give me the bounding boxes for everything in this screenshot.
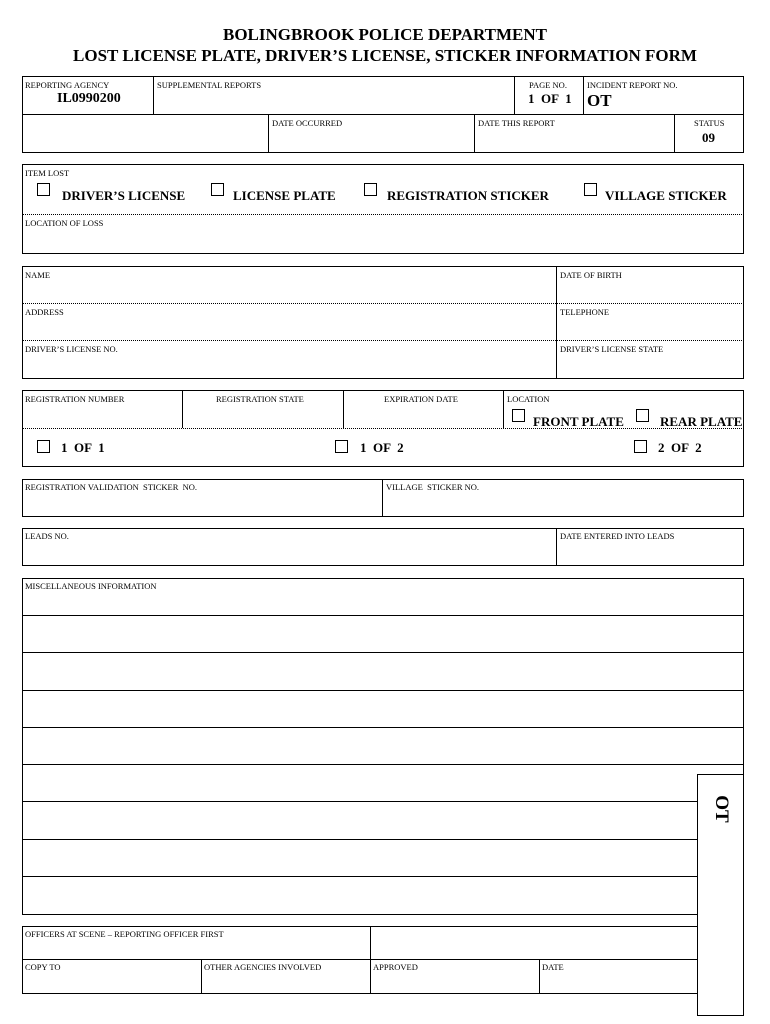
- officers-at-scene-field-2[interactable]: [371, 927, 697, 958]
- divider: [22, 340, 744, 341]
- date-label: DATE: [542, 962, 564, 972]
- misc-info-label: MISCELLANEOUS INFORMATION: [25, 581, 157, 591]
- misc-line: [22, 914, 697, 915]
- drivers-license-option-label: DRIVER’S LICENSE: [62, 188, 186, 203]
- supplemental-reports-label: SUPPLEMENTAL REPORTS: [157, 80, 262, 90]
- location-of-loss-label: LOCATION OF LOSS: [25, 218, 104, 228]
- copy-to-label: COPY TO: [25, 962, 61, 972]
- date-entered-leads-label: DATE ENTERED INTO LEADS: [560, 531, 675, 541]
- other-agencies-field[interactable]: [202, 973, 369, 993]
- date-field[interactable]: [540, 973, 697, 993]
- name-field[interactable]: [23, 282, 555, 302]
- page-no-field[interactable]: 1 OF 1: [528, 91, 572, 106]
- leads-no-field[interactable]: [23, 543, 555, 565]
- copy-to-field[interactable]: [23, 973, 200, 993]
- registration-state-field[interactable]: [183, 406, 342, 427]
- validation-sticker-label: REGISTRATION VALIDATION STICKER NO.: [25, 482, 198, 492]
- reporting-agency-label: REPORTING AGENCY: [25, 80, 110, 90]
- divider: [22, 578, 744, 579]
- side-tab-text: OT: [711, 795, 732, 823]
- rear-plate-checkbox[interactable]: [636, 409, 649, 422]
- officers-at-scene-field[interactable]: [23, 940, 369, 958]
- divider: [22, 114, 744, 115]
- validation-sticker-field[interactable]: [23, 494, 381, 516]
- divider: [22, 303, 744, 304]
- leads-no-label: LEADS NO.: [25, 531, 69, 541]
- license-plate-option-label: LICENSE PLATE: [233, 188, 336, 203]
- date-this-report-label: DATE THIS REPORT: [478, 118, 555, 128]
- registration-sticker-checkbox[interactable]: [364, 183, 377, 196]
- approved-field[interactable]: [371, 973, 538, 993]
- village-sticker-option-label: VILLAGE STICKER: [605, 188, 727, 203]
- divider: [503, 390, 504, 428]
- date-entered-leads-field[interactable]: [557, 543, 743, 565]
- location-of-loss-field[interactable]: [23, 230, 743, 253]
- divider: [514, 76, 515, 114]
- license-plate-checkbox[interactable]: [211, 183, 224, 196]
- name-label: NAME: [25, 270, 51, 280]
- plate-1-of-1-label: 1 OF 1: [61, 440, 105, 455]
- divider: [22, 959, 698, 960]
- drivers-license-checkbox[interactable]: [37, 183, 50, 196]
- status-label: STATUS: [694, 118, 725, 128]
- village-sticker-no-field[interactable]: [383, 494, 743, 516]
- village-sticker-no-label: VILLAGE STICKER NO.: [386, 482, 480, 492]
- address-field[interactable]: [23, 319, 555, 339]
- status-field[interactable]: 09: [702, 130, 715, 145]
- registration-sticker-option-label: REGISTRATION STICKER: [387, 188, 549, 203]
- misc-info-field[interactable]: [23, 592, 743, 912]
- date-occurred-field[interactable]: [269, 130, 473, 152]
- reporting-agency-field[interactable]: IL0990200: [57, 91, 121, 106]
- date-of-birth-label: DATE OF BIRTH: [560, 270, 622, 280]
- date-this-report-field[interactable]: [475, 130, 673, 152]
- plate-2-of-2-label: 2 OF 2: [658, 440, 702, 455]
- registration-number-field[interactable]: [23, 406, 181, 427]
- location-label: LOCATION: [507, 394, 550, 404]
- form-title-line1: BOLINGBROOK POLICE DEPARTMENT: [222, 25, 547, 44]
- incident-report-no-field[interactable]: OT: [587, 91, 612, 110]
- rear-plate-option-label: REAR PLATE: [660, 414, 743, 429]
- plate-2-of-2-checkbox[interactable]: [634, 440, 647, 453]
- address-label: ADDRESS: [25, 307, 64, 317]
- plate-1-of-1-checkbox[interactable]: [37, 440, 50, 453]
- telephone-field[interactable]: [557, 319, 743, 339]
- item-lost-label: ITEM LOST: [25, 168, 70, 178]
- divider: [674, 114, 675, 153]
- telephone-label: TELEPHONE: [560, 307, 610, 317]
- front-plate-checkbox[interactable]: [512, 409, 525, 422]
- expiration-date-field[interactable]: [344, 406, 502, 427]
- divider: [22, 214, 744, 215]
- drivers-license-no-label: DRIVER’S LICENSE NO.: [25, 344, 118, 354]
- date-occurred-label: DATE OCCURRED: [272, 118, 343, 128]
- registration-state-label: REGISTRATION STATE: [216, 394, 304, 404]
- divider: [22, 428, 744, 429]
- divider: [743, 578, 744, 774]
- village-sticker-checkbox[interactable]: [584, 183, 597, 196]
- drivers-license-no-field[interactable]: [23, 356, 555, 378]
- drivers-license-state-field[interactable]: [557, 356, 743, 378]
- other-agencies-label: OTHER AGENCIES INVOLVED: [204, 962, 322, 972]
- approved-label: APPROVED: [373, 962, 418, 972]
- form-title-line2: LOST LICENSE PLATE, DRIVER’S LICENSE, STICKER INFORMATION FORM: [73, 46, 697, 65]
- front-plate-option-label: FRONT PLATE: [533, 414, 624, 429]
- plate-1-of-2-label: 1 OF 2: [360, 440, 404, 455]
- page-no-label: PAGE NO.: [529, 80, 567, 90]
- plate-1-of-2-checkbox[interactable]: [335, 440, 348, 453]
- date-of-birth-field[interactable]: [557, 282, 743, 302]
- drivers-license-state-label: DRIVER’S LICENSE STATE: [560, 344, 664, 354]
- registration-number-label: REGISTRATION NUMBER: [25, 394, 125, 404]
- incident-report-no-label: INCIDENT REPORT NO.: [587, 80, 678, 90]
- expiration-date-label: EXPIRATION DATE: [384, 394, 458, 404]
- officers-at-scene-label: OFFICERS AT SCENE – REPORTING OFFICER FIRST: [25, 929, 224, 939]
- divider: [583, 76, 584, 114]
- supplemental-reports-field[interactable]: [154, 92, 513, 112]
